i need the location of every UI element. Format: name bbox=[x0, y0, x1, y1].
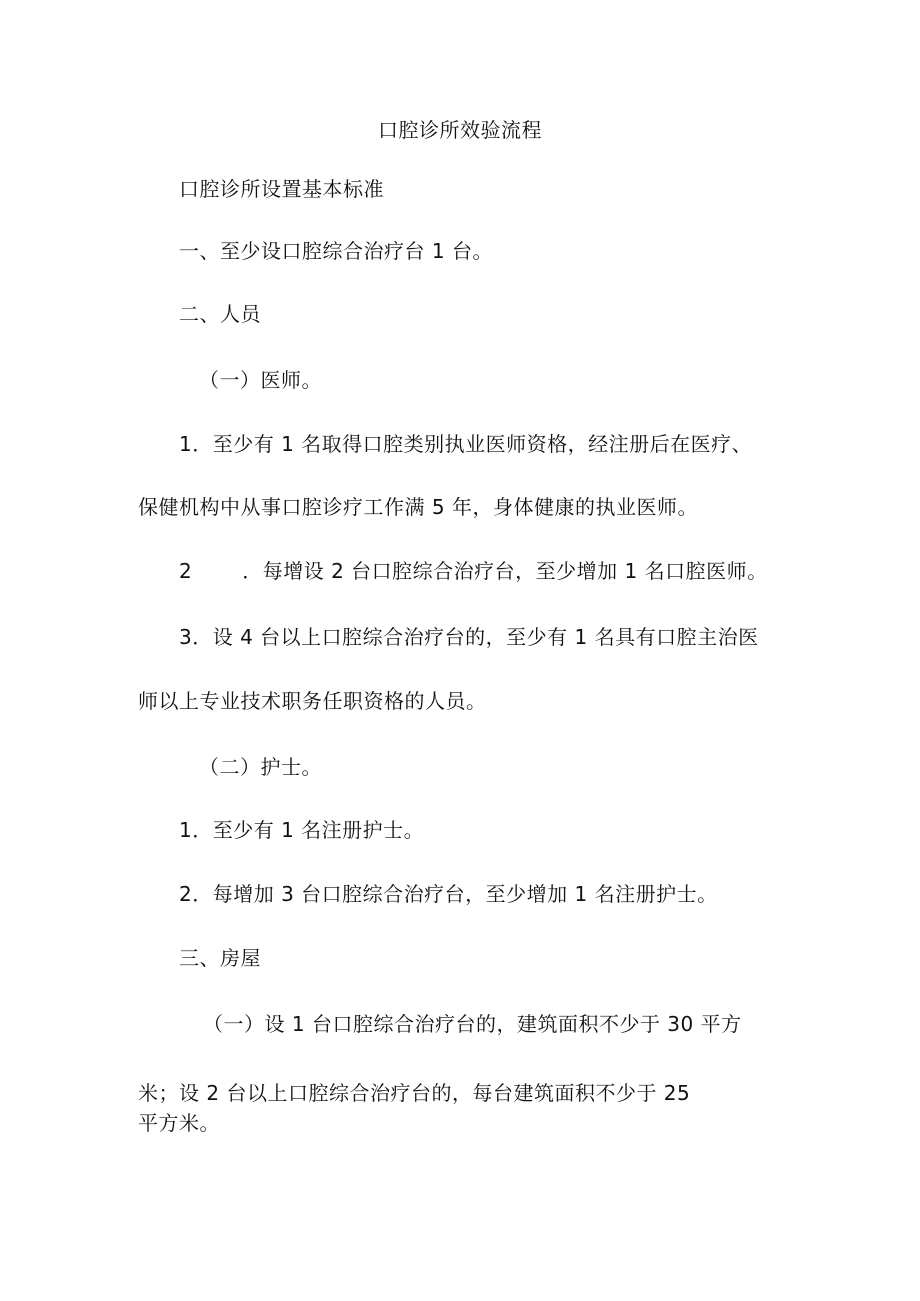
section-1-paragraph: 一、至少设口腔综合治疗台 1 台。 bbox=[179, 239, 493, 263]
doctor-item-1-line-1: 1．至少有 1 名取得口腔类别执业医师资格，经注册后在医疗、 bbox=[179, 432, 753, 456]
doctor-item-3-line-2: 师以上专业技术职务任职资格的人员。 bbox=[138, 689, 487, 713]
room-item-1-line-1: （一）设 1 台口腔综合治疗台的，建筑面积不少于 30 平方 bbox=[203, 1012, 742, 1036]
room-item-1-line-2: 米；设 2 台以上口腔综合治疗台的，每台建筑面积不少于 25 bbox=[138, 1081, 691, 1105]
nurse-item-2: 2．每增加 3 台口腔综合治疗台，至少增加 1 名注册护士。 bbox=[179, 882, 718, 906]
document-title: 口腔诊所效验流程 bbox=[378, 118, 542, 142]
doctor-item-2-number: 2 bbox=[179, 559, 193, 583]
nurse-heading: （二）护士。 bbox=[199, 755, 322, 779]
document-subtitle: 口腔诊所设置基本标准 bbox=[179, 177, 384, 201]
section-3-heading: 三、房屋 bbox=[179, 946, 261, 970]
doctor-item-3-line-1: 3．设 4 台以上口腔综合治疗台的，至少有 1 名具有口腔主治医 bbox=[179, 625, 759, 649]
doctor-item-2-text: ．每增设 2 台口腔综合治疗台，至少增加 1 名口腔医师。 bbox=[242, 559, 768, 583]
room-item-1-line-3: 平方米。 bbox=[138, 1111, 220, 1135]
section-2-heading: 二、人员 bbox=[179, 302, 261, 326]
doctor-heading: （一）医师。 bbox=[199, 368, 322, 392]
doctor-item-1-line-2: 保健机构中从事口腔诊疗工作满 5 年，身体健康的执业医师。 bbox=[138, 495, 698, 519]
doctor-item-2 bbox=[179, 558, 768, 584]
nurse-item-1: 1．至少有 1 名注册护士。 bbox=[179, 818, 425, 842]
